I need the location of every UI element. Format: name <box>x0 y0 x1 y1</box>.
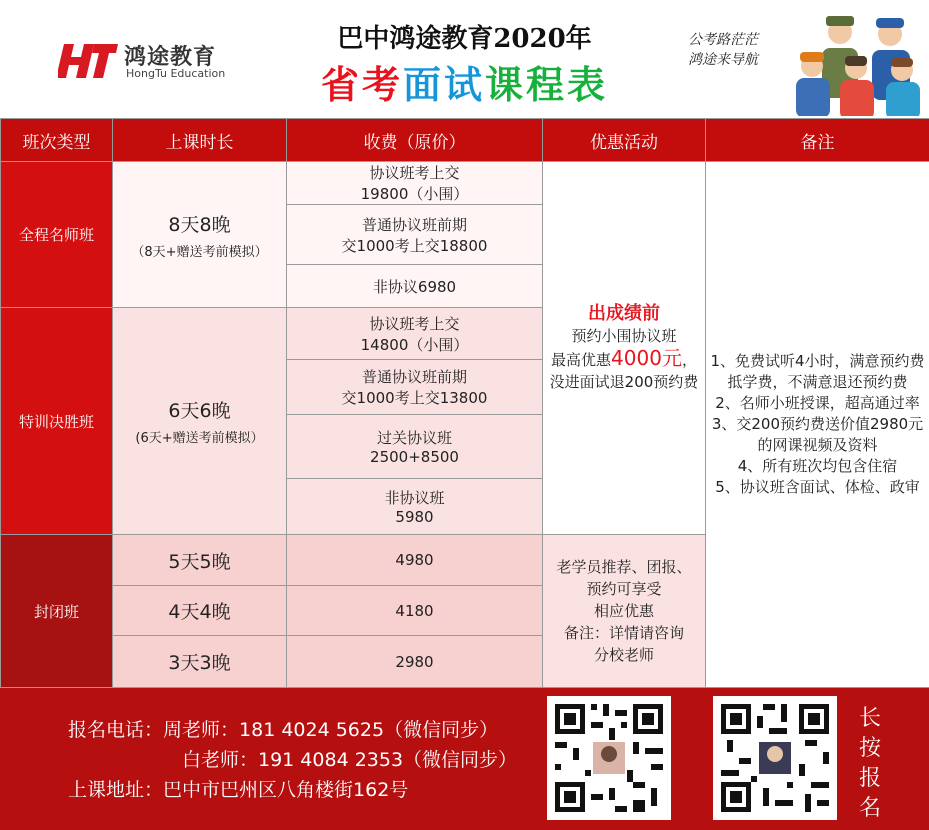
class-name-cell: 特训决胜班 <box>1 308 113 535</box>
note-item: 2、名师小班授课，超高通过率 <box>715 394 920 412</box>
phone-number-2[interactable]: 白老师：191 4084 2353（微信同步） <box>182 749 518 771</box>
duration-cell <box>113 535 287 586</box>
col-header-notes: 备注 <box>706 119 929 162</box>
long-press-register-text <box>850 704 890 824</box>
promo-line: 相应优惠 <box>593 602 654 620</box>
duration-sub: （8天+赠送考前模拟） <box>131 244 268 260</box>
promo-line <box>543 347 705 371</box>
fee-line: 过关协议班 <box>376 429 452 447</box>
note-item: 3、交200预约费送价值2980元的网课视频及资料 <box>711 415 924 454</box>
promo-line: 备注：详情请咨询 <box>563 624 684 642</box>
duration-main: 4天4晚 <box>168 601 231 623</box>
fee-line: 非协议班 <box>384 489 445 507</box>
class-name-cell: 封闭班 <box>1 535 113 688</box>
fee-cell <box>287 205 543 265</box>
page-title: 巴中鸿途教育2020年 <box>337 24 592 54</box>
fee-cell: 2980 <box>287 636 543 688</box>
promo-line: 分校老师 <box>593 646 654 664</box>
fee-cell <box>287 308 543 360</box>
note-item: 4、所有班次均包含住宿 <box>737 457 898 475</box>
duration-main: 3天3晚 <box>168 652 231 674</box>
fee-line: 协议班考上交 <box>369 164 460 182</box>
fee-line: 2500+8500 <box>370 448 459 466</box>
civil-servants-illustration <box>790 14 926 116</box>
cta-char: 报 <box>858 766 881 791</box>
fee-line: 交1000考上交18800 <box>341 236 488 255</box>
fee-cell: 4180 <box>287 586 543 636</box>
col-header-duration: 上课时长 <box>113 119 287 162</box>
fee-line: 协议班考上交 <box>369 314 460 333</box>
promotion-cell-2 <box>543 535 706 688</box>
fee-line: 普通协议班前期 <box>361 368 467 386</box>
duration-cell <box>113 308 287 535</box>
address-text: 巴中市巴州区八角楼街162号 <box>163 779 409 801</box>
duration-cell <box>113 586 287 636</box>
cta-char: 按 <box>858 736 881 761</box>
cta-char: 长 <box>858 706 881 731</box>
duration-main: 6天6晚 <box>168 400 231 422</box>
col-header-class-type: 班次类型 <box>1 119 113 162</box>
qr-code-1-icon[interactable] <box>547 696 671 820</box>
duration-main: 8天8晚 <box>168 213 231 236</box>
fee-cell: 非协议6980 <box>287 265 543 308</box>
fee-cell <box>287 415 543 479</box>
fee-line: 交1000考上交13800 <box>341 389 488 407</box>
slogan <box>688 30 758 70</box>
class-name-cell: 全程名师班 <box>1 162 113 308</box>
table-header-row <box>1 119 929 162</box>
fee-line: 14800（小围） <box>360 335 469 354</box>
note-item: 1、免费试听4小时，满意预约费抵学费，不满意退还预约费 <box>710 352 925 391</box>
fee-line: 5980 <box>395 508 434 526</box>
fee-cell <box>287 479 543 535</box>
duration-sub: (6天+赠送考前模拟） <box>135 431 264 446</box>
fee-cell: 4980 <box>287 535 543 586</box>
fee-cell <box>287 162 543 205</box>
promotion-cell-1 <box>543 162 706 535</box>
note-item: 5、协议班含面试、体检、政审 <box>715 478 920 496</box>
promo-line: 没进面试退200预约费 <box>549 373 699 391</box>
logo-text-en: HongTu Education <box>126 67 226 80</box>
phone-label: 报名电话： <box>68 719 164 741</box>
address-label: 上课地址： <box>68 779 164 801</box>
table-row <box>1 162 929 205</box>
qr-code-2-icon[interactable] <box>713 696 837 820</box>
promo-suffix: ， <box>681 351 697 369</box>
phone-number-1[interactable]: 周老师：181 4024 5625（微信同步） <box>163 719 499 741</box>
fee-line: 普通协议班前期 <box>361 215 467 234</box>
address-line <box>68 775 408 802</box>
promo-title: 出成绩前 <box>588 303 660 324</box>
duration-cell <box>113 162 287 308</box>
phone-line-2 <box>182 745 517 772</box>
promo-line: 预约可享受 <box>586 580 662 598</box>
slogan-line-1: 公考路茫茫 <box>688 32 758 48</box>
notes-cell <box>706 162 929 688</box>
header <box>0 0 929 120</box>
duration-main: 5天5晚 <box>168 550 231 573</box>
cta-char: 名 <box>858 796 881 821</box>
fee-cell <box>287 360 543 415</box>
logo-text-cn: 鸿途教育 <box>124 45 217 70</box>
promo-amount: 4000元 <box>611 346 682 370</box>
footer <box>0 688 929 830</box>
slogan-line-2: 鸿途来导航 <box>688 52 758 68</box>
col-header-promotion: 优惠活动 <box>543 119 706 162</box>
subtitle-part-2: 面试 <box>402 63 485 107</box>
promo-prefix: 最高优惠 <box>551 351 612 369</box>
duration-cell <box>113 636 287 688</box>
promo-line: 预约小围协议班 <box>571 327 677 345</box>
col-header-fee: 收费（原价） <box>287 119 543 162</box>
subtitle-part-3: 课程表 <box>485 63 609 107</box>
course-schedule-table <box>0 118 929 688</box>
fee-line: 19800（小围） <box>360 185 469 203</box>
subtitle-part-1: 省考 <box>320 63 403 107</box>
promo-line: 老学员推荐、团报、 <box>556 558 692 576</box>
phone-line-1 <box>68 715 498 742</box>
